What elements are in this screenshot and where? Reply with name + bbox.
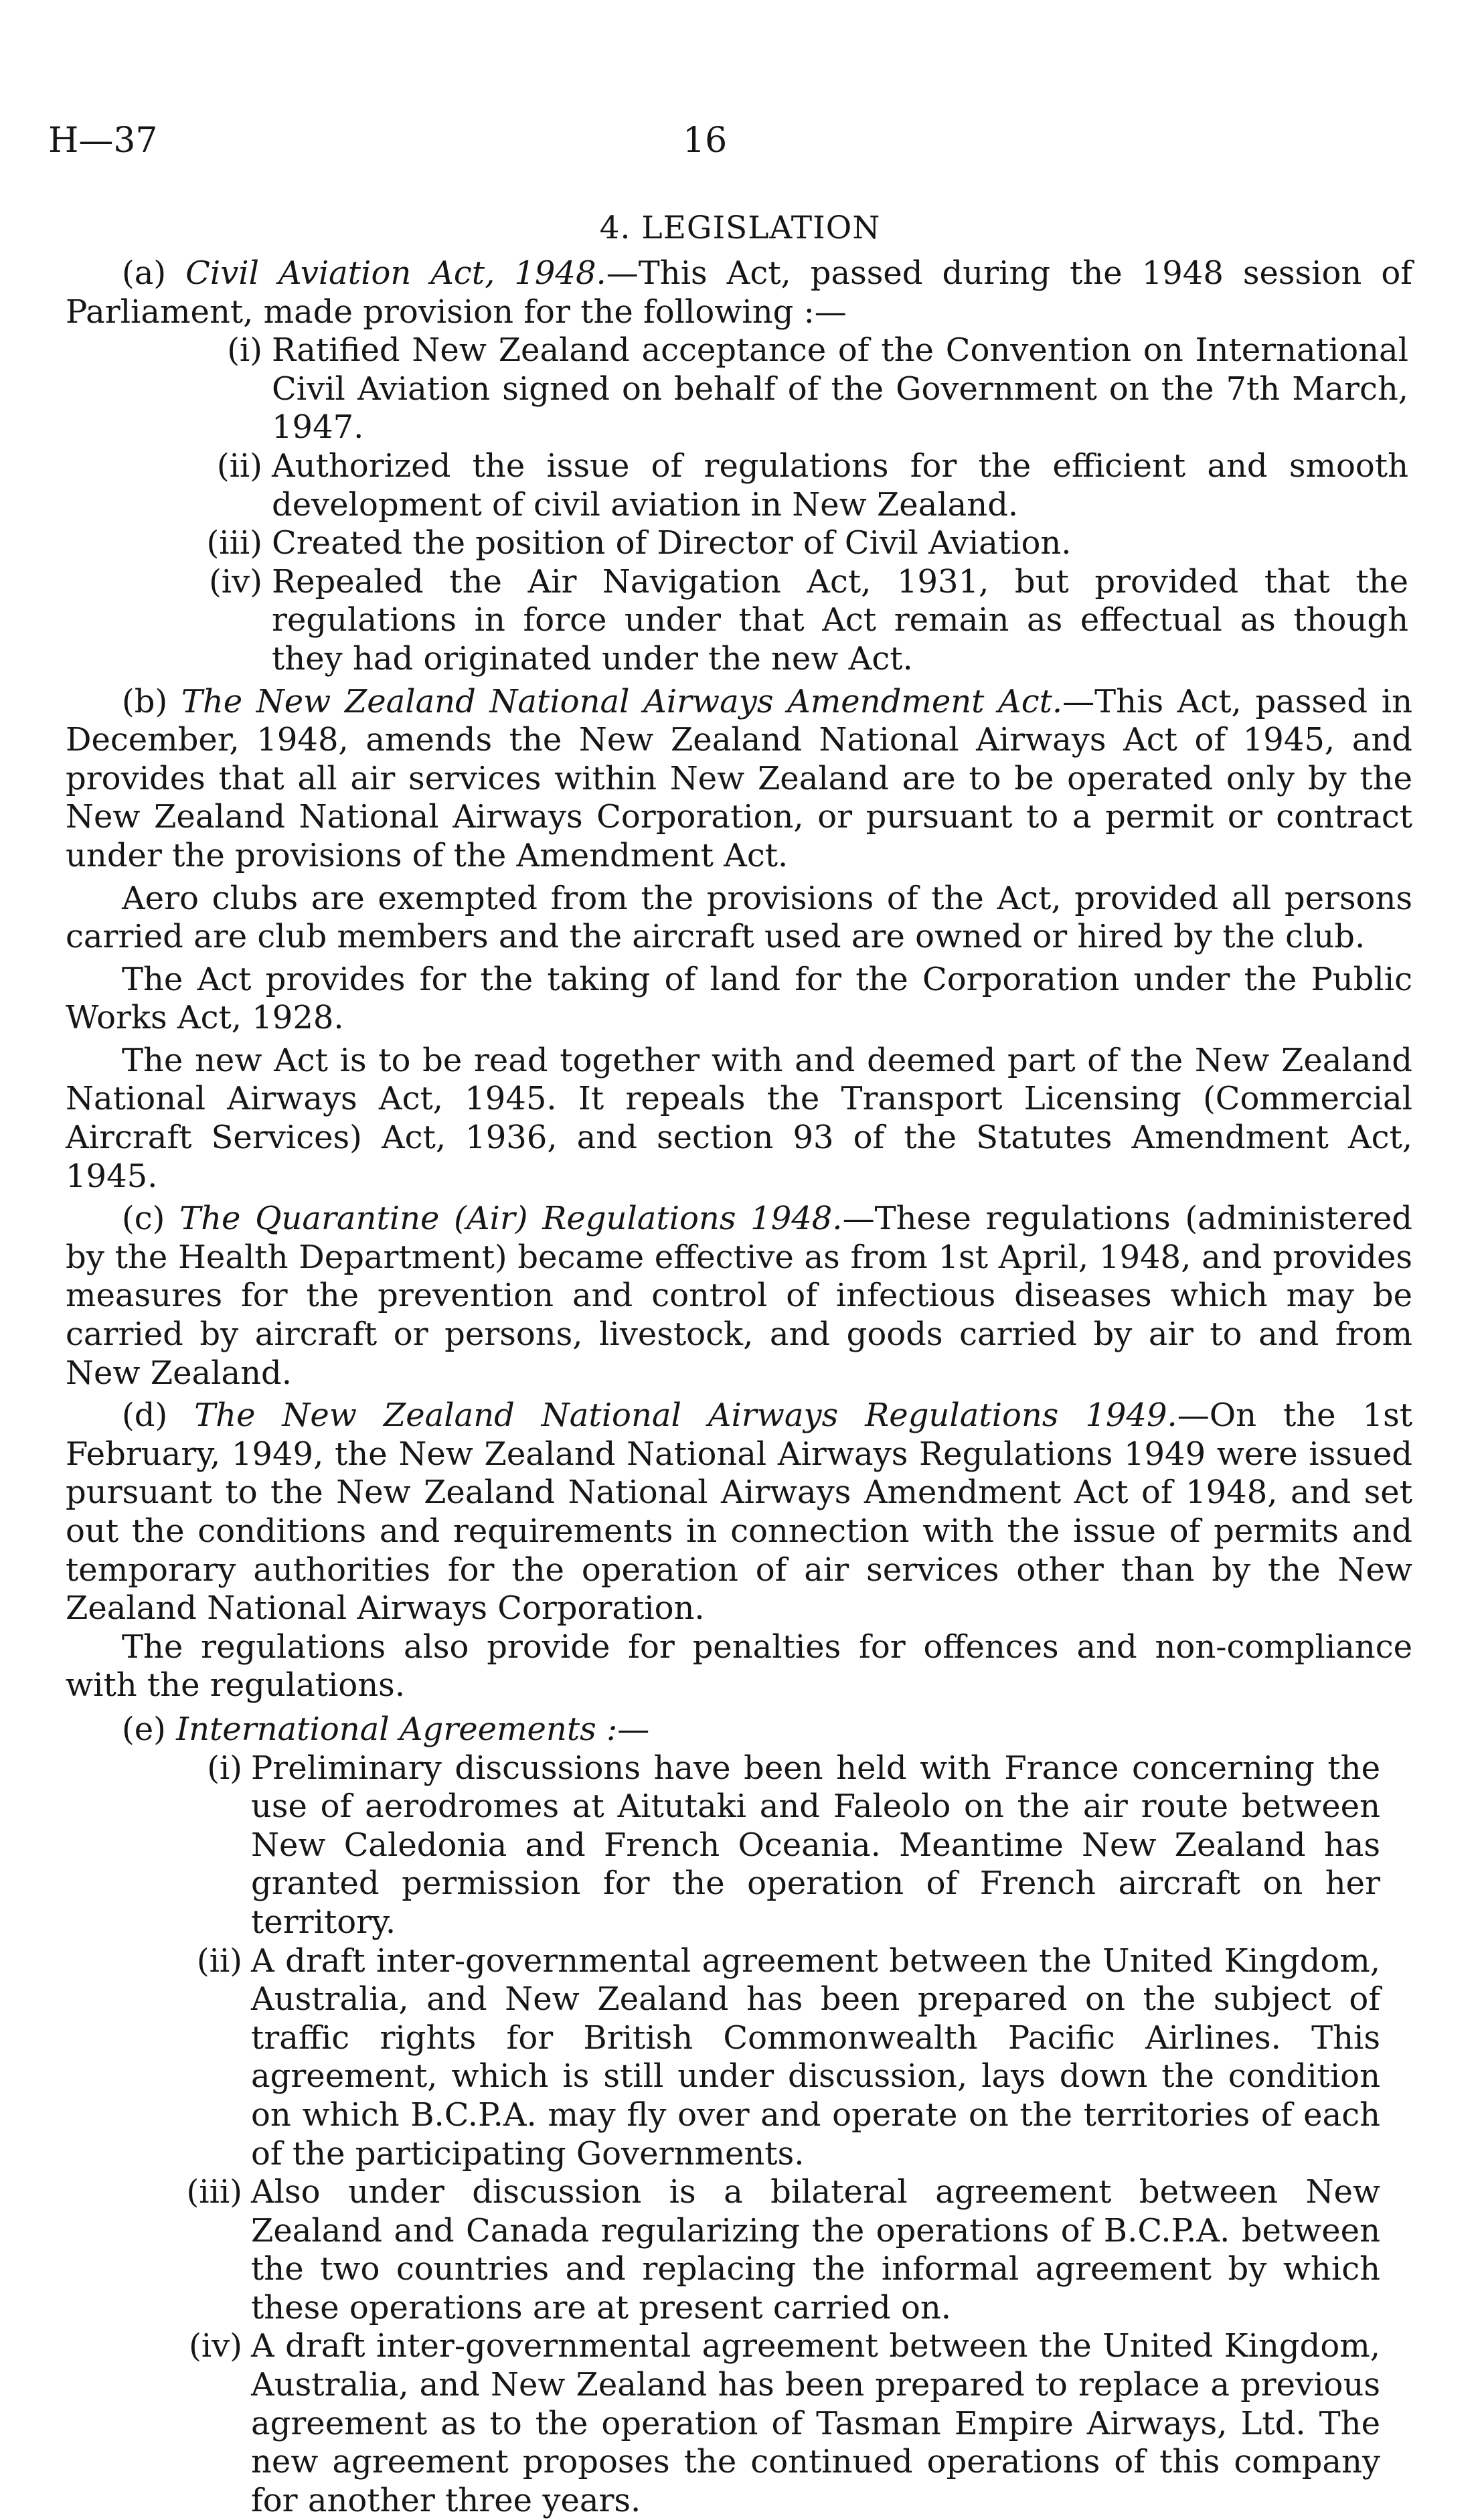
international-agreements-list xyxy=(66,1749,1412,2520)
report-reference: H—37 xyxy=(48,121,158,161)
page-number: 16 xyxy=(683,121,728,161)
amendment-paragraph: The Act provides for the taking of land for the Corporation under the Public Works Act, 1928. xyxy=(66,960,1412,1037)
list-item-text: A draft inter-governmental agreement between the United Kingdom, Australia, and New Zealand has been prepared on the subject of traffic rights for British Commonwealth Pacific Airlines. This agreement, which is still under discussion, lays down the condition on which B.C.P.A. may fly over and operate on the territories of each of the participating Governments. xyxy=(251,1942,1380,2173)
amendment-paragraph: The new Act is to be read together with and deemed part of the New Zealand National Airways Act, 1945. It repeals the Transport Licensing (Commercial Aircraft Services) Act, 1936, and section 93 of the Statutes Amendment Act, 1945. xyxy=(66,1041,1412,1195)
item-a-title: Civil Aviation Act, 1948. xyxy=(185,254,606,292)
list-item xyxy=(66,524,1412,563)
item-d-paragraph xyxy=(66,1397,1412,1628)
list-item-text: Also under discussion is a bilateral agreement between New Zealand and Canada regularizing the operations of B.C.P.A. between the two countries and replacing the informal agreement by which these operations are at present carried on. xyxy=(251,2173,1380,2327)
item-a-label: (a) xyxy=(122,254,167,292)
item-c-title: The Quarantine (Air) Regulations 1948. xyxy=(179,1200,843,1238)
regulations-paragraph: The regulations also provide for penalties for offences and non-compliance with the regulations. xyxy=(66,1628,1412,1705)
section-title: 4. LEGISLATION xyxy=(599,210,881,246)
act-provisions-list xyxy=(66,331,1412,678)
item-b-label: (b) xyxy=(122,682,168,720)
list-item-number: (iii) xyxy=(206,524,262,562)
list-item-text: A draft inter-governmental agreement between the United Kingdom, Australia, and New Zealand has been prepared to replace a previous agreement as to the operation of Tasman Empire Airways, Ltd. The new agreement proposes the continued operations of this company for another three years. xyxy=(251,2327,1380,2519)
item-c-text: —These regulations (administered by the Health Department) became effective as from 1st April, 1948, and provides measures for the prevention and control of infectious diseases which may be carried by aircraft or persons, livestock, and goods carried by air to and from New Zealand. xyxy=(66,1200,1413,1392)
list-item-number: (iii) xyxy=(186,2173,242,2211)
item-d-label: (d) xyxy=(122,1397,168,1435)
item-b-paragraph xyxy=(66,683,1412,876)
list-item-text: Preliminary discussions have been held with France concerning the use of aerodromes at Aitutaki and Faleolo on the air route between New Caledonia and French Oceania. Meantime New Zealand has granted permission for the operation of French aircraft on her territory. xyxy=(251,1749,1380,1941)
list-item xyxy=(66,2173,1412,2327)
item-d-text: —On the 1st February, 1949, the New Zealand National Airways Regulations 1949 were issued pursuant to the New Zealand National Airways Amendment Act of 1948, and set out the conditions and requirements in connection with the issue of permits and temporary authorities for the operation of air services other than by the New Zealand National Airways Corporation. xyxy=(66,1397,1412,1628)
item-c-label: (c) xyxy=(122,1200,165,1238)
item-b-text: —This Act, passed in December, 1948, amends the New Zealand National Airways Act of 1945, and provides that all air services within New Zealand are to be operated only by the New Zealand National Airways Corporation, or pursuant to a permit or contract under the provisions of the Amendment Act. xyxy=(66,682,1412,874)
item-e-heading xyxy=(66,1711,1412,1749)
list-item xyxy=(66,1942,1412,2174)
item-d-title: The New Zealand National Airways Regulations 1949. xyxy=(194,1397,1177,1435)
list-item-text: Created the position of Director of Civil Aviation. xyxy=(272,524,1072,562)
item-e-label: (e) xyxy=(122,1710,166,1748)
list-item xyxy=(66,331,1412,447)
list-item-number: (ii) xyxy=(196,1942,242,1980)
list-item-number: (iv) xyxy=(189,2327,242,2365)
list-item xyxy=(66,563,1412,679)
list-item-number: (i) xyxy=(227,331,262,370)
list-item-text: Ratified New Zealand acceptance of the Convention on International Civil Aviation signed on behalf of the Government on the 7th March, 1947. xyxy=(272,331,1408,447)
list-item xyxy=(66,1749,1412,1942)
document-body xyxy=(66,254,1412,2520)
list-item-number: (iv) xyxy=(209,562,262,601)
list-item xyxy=(66,447,1412,524)
list-item-number: (ii) xyxy=(216,447,262,485)
list-item-text: Repealed the Air Navigation Act, 1931, but provided that the regulations in force under that Act remain as effectual as though they had originated under the new Act. xyxy=(272,562,1408,678)
item-a-paragraph xyxy=(66,254,1412,331)
item-e-title: International Agreements :— xyxy=(176,1710,650,1748)
item-b-title: The New Zealand National Airways Amendment Act. xyxy=(181,682,1063,720)
amendment-paragraph: Aero clubs are exempted from the provisions of the Act, provided all persons carried are club members and the aircraft used are owned or hired by the club. xyxy=(66,879,1412,956)
list-item-text: Authorized the issue of regulations for the efficient and smooth development of civil aviation in New Zealand. xyxy=(272,447,1408,524)
list-item-number: (i) xyxy=(207,1749,242,1787)
list-item xyxy=(66,2327,1412,2520)
item-a-text: —This Act, passed during the 1948 session of Parliament, made provision for the following :— xyxy=(66,254,1413,331)
item-c-paragraph xyxy=(66,1200,1412,1393)
